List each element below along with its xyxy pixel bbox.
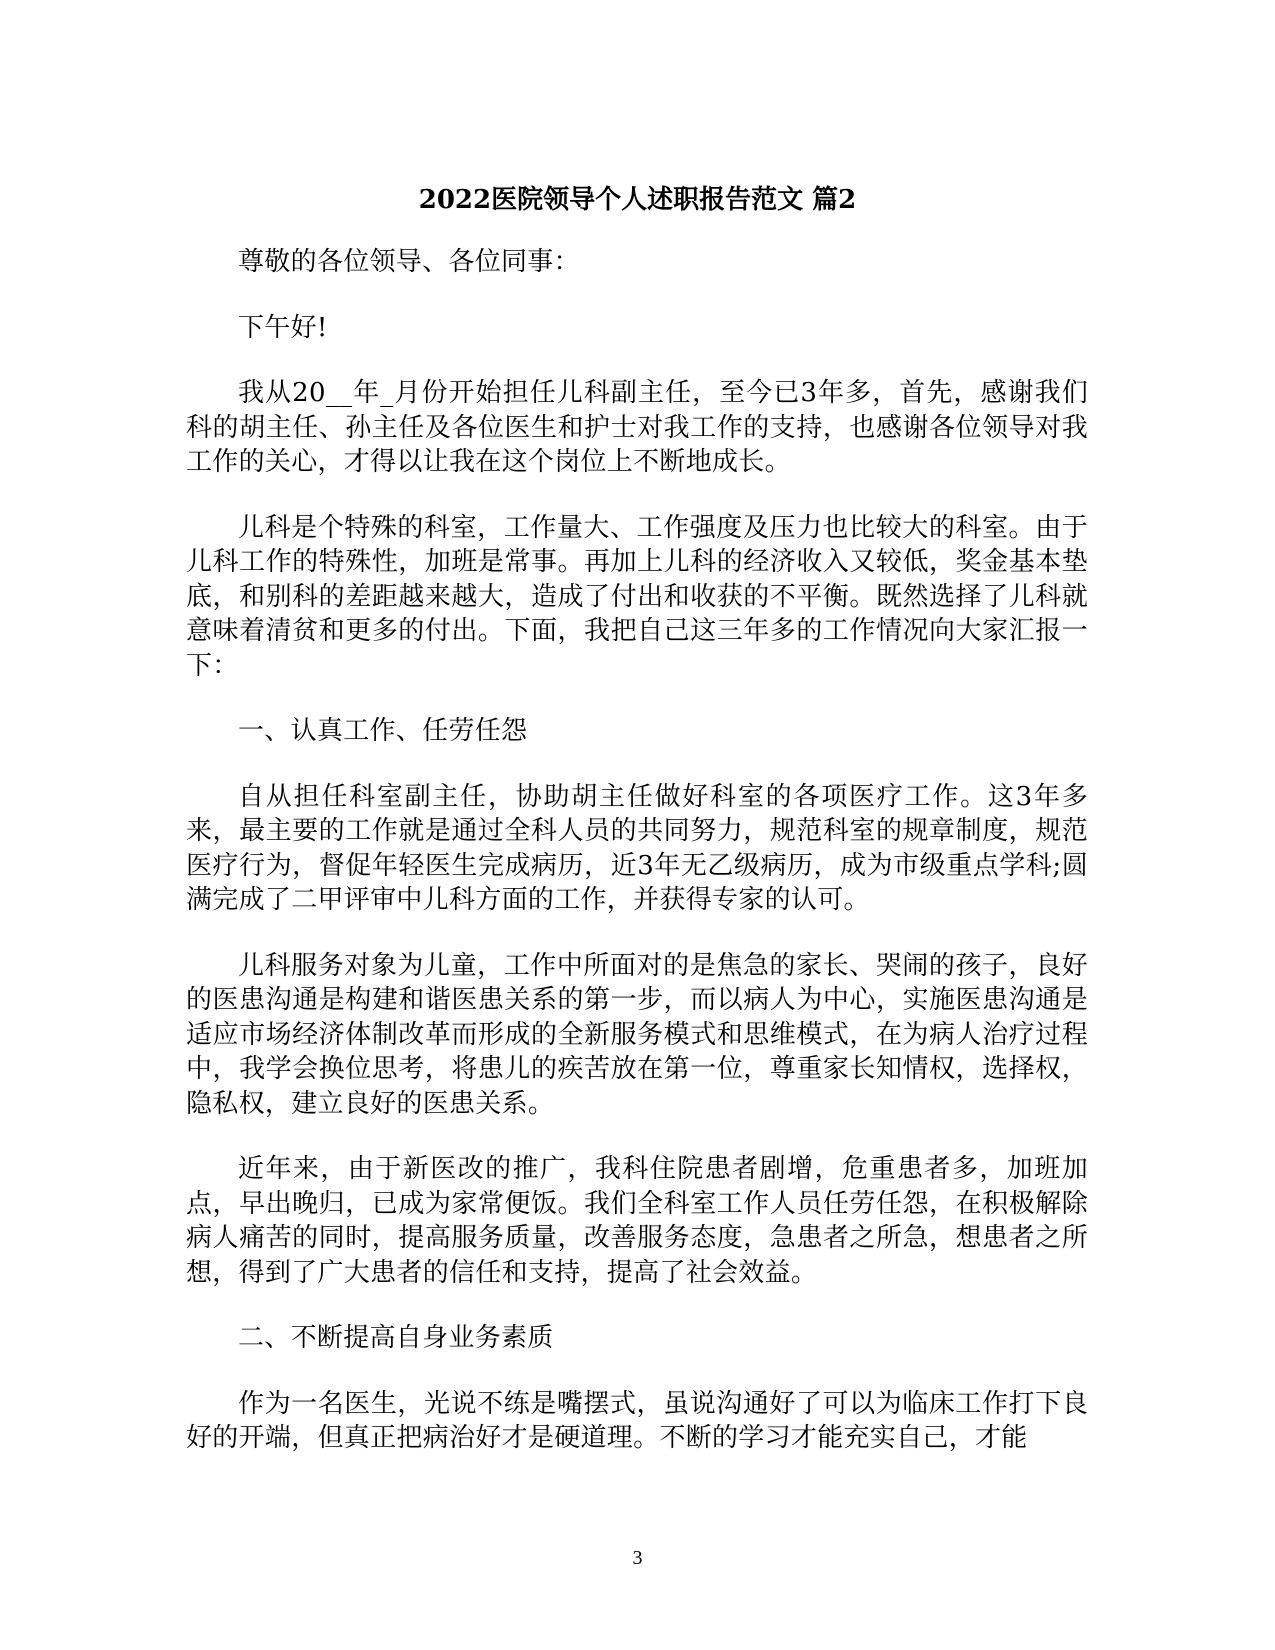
paragraph-section-1-b: 儿科服务对象为儿童，工作中所面对的是焦急的家长、哭闹的孩子，良好的医患沟通是构建和谐医患关系的第一步，而以病人为中心，实施医患沟通是适应市场经济体制改革而形成的全新服务模式和思维模式，在为病人治疗过程中，我学会换位思考，将患儿的疾苦放在第一位，尊重家长知情权，选择权，隐私权，建立良好的医患关系。 (186, 950, 1088, 1119)
paragraph-pediatrics-overview: 儿科是个特殊的科室，工作量大、工作强度及压力也比较大的科室。由于儿科工作的特殊性，加班是常事。再加上儿科的经济收入又较低，奖金基本垫底，和别科的差距越来越大，造成了付出和收获的不平衡。既然选择了儿科就意味着清贫和更多的付出。下面，我把自己这三年多的工作情况向大家汇报一下： (186, 512, 1088, 681)
page-number: 3 (632, 1547, 643, 1569)
paragraph-section-1-a: 自从担任科室副主任，协助胡主任做好科室的各项医疗工作。这3年多来，最主要的工作就是通过全科人员的共同努力，规范科室的规章制度，规范医疗行为，督促年轻医生完成病历，近3年无乙级病历，成为市级重点学科;圆满完成了二甲评审中儿科方面的工作，并获得专家的认可。 (186, 781, 1088, 915)
paragraph-intro: 我从20__年_月份开始担任儿科副主任，至今已3年多，首先，感谢我们科的胡主任、孙主任及各位医生和护士对我工作的支持，也感谢各位领导对我工作的关心，才得以让我在这个岗位上不断地成长。 (186, 378, 1088, 477)
section-heading-1: 一、认真工作、任劳任怨 (238, 716, 528, 746)
document-title: 2022医院领导个人述职报告范文 篇2 (418, 185, 857, 215)
document-body (186, 245, 1088, 1487)
section-heading-2: 二、不断提高自身业务素质 (238, 1323, 554, 1353)
paragraph-salutation: 尊敬的各位领导、各位同事： (238, 247, 580, 277)
paragraph-section-2-a: 作为一名医生，光说不练是嘴摆式，虽说沟通好了可以为临床工作打下良好的开端，但真正把病治好才是硬道理。不断的学习才能充实自己，才能 (186, 1388, 1088, 1453)
paragraph-greeting: 下午好! (238, 312, 328, 343)
paragraph-section-1-c: 近年来，由于新医改的推广，我科住院患者剧增，危重患者多，加班加点，早出晚归，已成为家常便饭。我们全科室工作人员任劳任怨，在积极解除病人痛苦的同时，提高服务质量，改善服务态度，急患者之所急，想患者之所想，得到了广大患者的信任和支持，提高了社会效益。 (186, 1154, 1088, 1288)
